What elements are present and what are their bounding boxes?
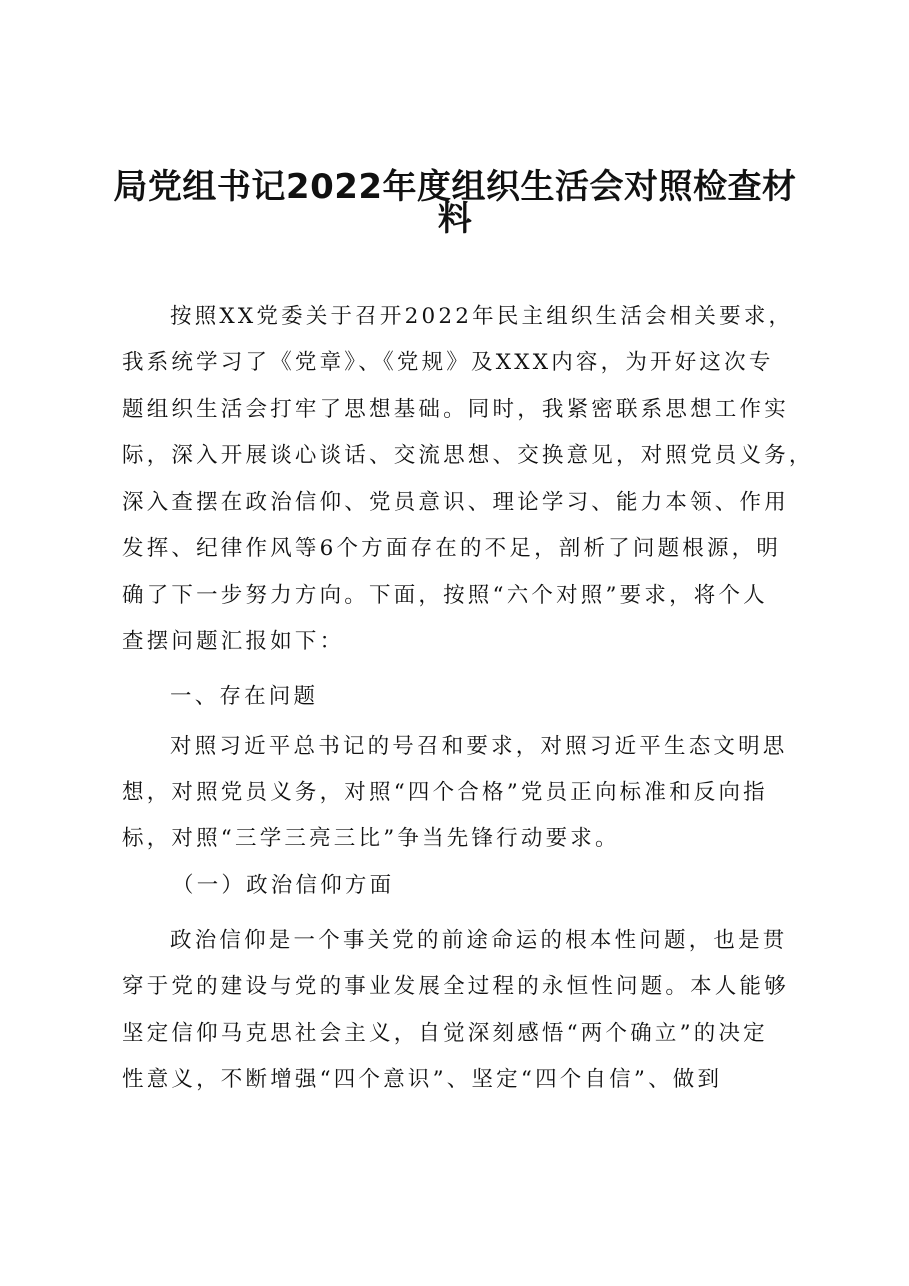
section-heading: 一、存在问题 (170, 684, 319, 709)
paragraph-line: 际，深入开展谈心谈话、交流思想、交换意见，对照党员义务， (122, 443, 814, 468)
paragraph-line: 按照XX党委关于召开2022年民主组织生活会相关要求， (170, 304, 794, 329)
paragraph-line: 政治信仰是一个事关党的前途命运的根本性问题，也是贯 (170, 928, 788, 953)
paragraph-line: 对照习近平总书记的号召和要求，对照习近平生态文明思 (170, 734, 788, 759)
paragraph-line: 标，对照“三学三亮三比”争当先锋行动要求。 (122, 826, 620, 851)
paragraph-line: 性意义，不断增强“四个意识”、坚定“四个自信”、做到 (122, 1067, 723, 1092)
paragraph-line: 查摆问题汇报如下： (122, 629, 345, 654)
document-title-line-2: 料 (437, 199, 473, 239)
paragraph-line: 题组织生活会打牢了思想基础。同时，我紧密联系思想工作实 (122, 397, 789, 422)
paragraph-line: 确了下一步努力方向。下面，按照“六个对照”要求，将个人 (122, 583, 768, 608)
paragraph-line: 想，对照党员义务，对照“四个合格”党员正向标准和反向指 (122, 780, 768, 805)
paragraph-line: 穿于党的建设与党的事业发展全过程的永恒性问题。本人能够 (122, 974, 789, 999)
document-title-line-1: 局党组书记2022年度组织生活会对照检查材 (113, 167, 797, 207)
paragraph-line: 深入查摆在政治信仰、党员意识、理论学习、能力本领、作用 (122, 490, 789, 515)
paragraph-line: 我系统学习了《党章》、《党规》及XXX内容，为开好这次专 (122, 350, 774, 375)
paragraph-line: 坚定信仰马克思社会主义，自觉深刻感悟“两个确立”的决定 (122, 1021, 768, 1046)
paragraph-line: 发挥、纪律作风等6个方面存在的不足，剖析了问题根源，明 (122, 536, 782, 561)
subsection-heading: （一）政治信仰方面 (172, 873, 395, 898)
